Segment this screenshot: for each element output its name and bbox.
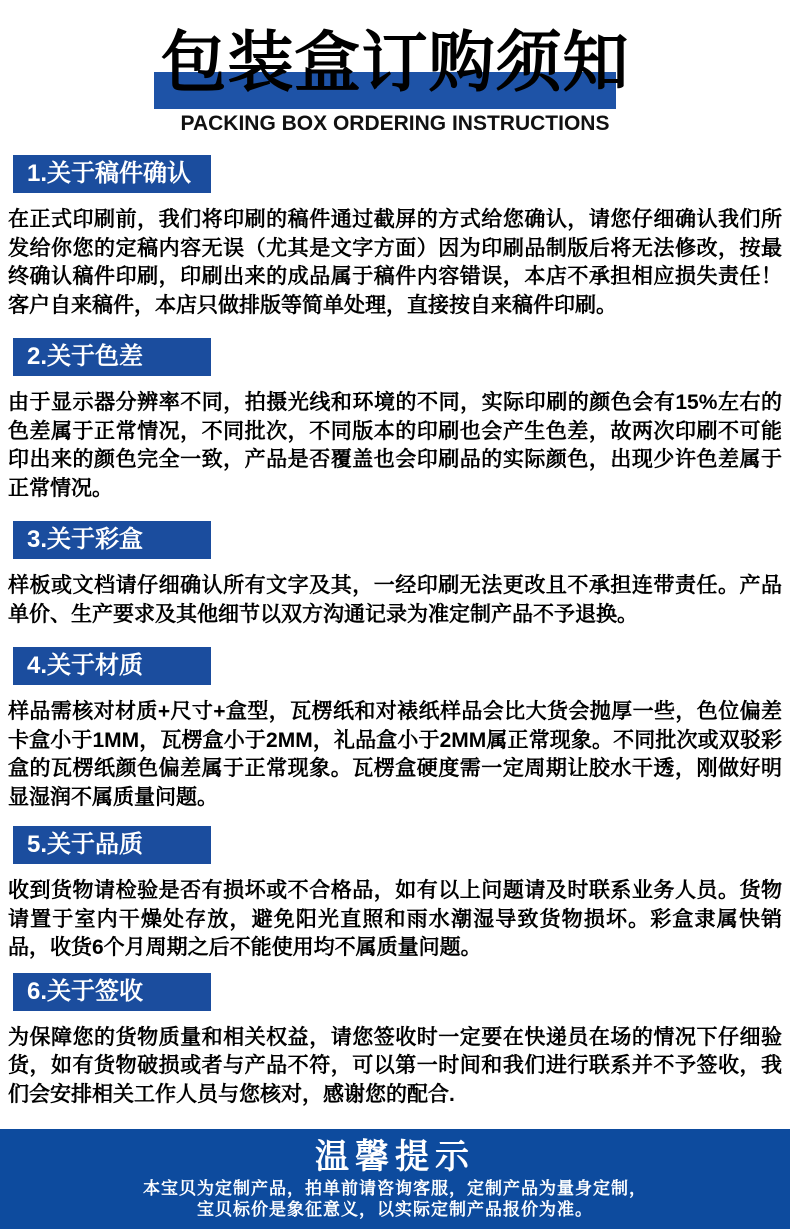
section-draft-confirmation [0,155,790,320]
section-material [0,647,790,812]
section-4-heading: 4.关于材质 [13,647,211,685]
footer-line-2: 宝贝标价是象征意义，以实际定制产品报价为准。 [197,1200,593,1219]
section-2-body: 由于显示器分辨率不同，拍摄光线和环境的不同，实际印刷的颜色会有15%左右的色差属于正常情况，不同批次，不同版本的印刷也会产生色差，故两次印刷不可能印出来的颜色完全一致，产品是否覆盖也会印刷品的实际颜色，出现少许色差属于正常情况。 [8,391,782,500]
section-2-heading: 2.关于色差 [13,338,211,376]
page-title: 包装盒订购须知 [160,25,630,99]
section-1-heading: 1.关于稿件确认 [13,155,211,193]
section-quality [0,826,790,963]
section-1-body: 在正式印刷前，我们将印刷的稿件通过截屏的方式给您确认，请您仔细确认我们所发给你您的定稿内容无误（尤其是文字方面）因为印刷品制版后将无法修改，按最终确认稿件印刷，印刷出来的成品属于稿件内容错误，本店不承担相应损失责任！客户自来稿件，本店只做排版等简单处理，直接按自来稿件印刷。 [8,208,782,317]
section-3-body: 样板或文档请仔细确认所有文字及其，一经印刷无法更改且不承担连带责任。产品单价、生产要求及其他细节以双方沟通记录为准定制产品不予退换。 [8,574,782,626]
section-color-box [0,521,790,629]
section-6-body: 为保障您的货物质量和相关权益，请您签收时一定要在快递员在场的情况下仔细验货，如有货物破损或者与产品不符，可以第一时间和我们进行联系并不予签收，我们会安排相关工作人员与您核对，感谢您的配合. [8,1025,782,1106]
section-4-body: 样品需核对材质+尺寸+盒型，瓦楞纸和对裱纸样品会比大货会抛厚一些，色位偏差卡盒小于1MM，瓦楞盒小于2MM，礼品盒小于2MM属正常现象。不同批次或双驳彩盒的瓦楞纸颜色偏差属于正常现象。瓦楞盒硬度需一定周期让胶水干透，刚做好明显湿润不属质量问题。 [8,700,782,809]
section-5-body: 收到货物请检验是否有损坏或不合格品，如有以上问题请及时联系业务人员。货物请置于室内干燥处存放，避免阳光直照和雨水潮湿导致货物损坏。彩盒隶属快销品，收货6个月周期之后不能使用均不属质量问题。 [8,879,782,959]
section-6-heading: 6.关于签收 [13,973,211,1011]
footer-line-1: 本宝贝为定制产品，拍单前请咨询客服，定制产品为量身定制， [143,1179,647,1198]
header-banner [0,0,790,155]
footer-notice [0,1129,790,1229]
section-color-difference [0,338,790,503]
page-subtitle: PACKING BOX ORDERING INSTRUCTIONS [180,112,610,135]
section-3-heading: 3.关于彩盒 [13,521,211,559]
section-5-heading: 5.关于品质 [13,826,211,864]
footer-title: 温馨提示 [315,1138,475,1176]
section-sign-receipt [0,973,790,1110]
